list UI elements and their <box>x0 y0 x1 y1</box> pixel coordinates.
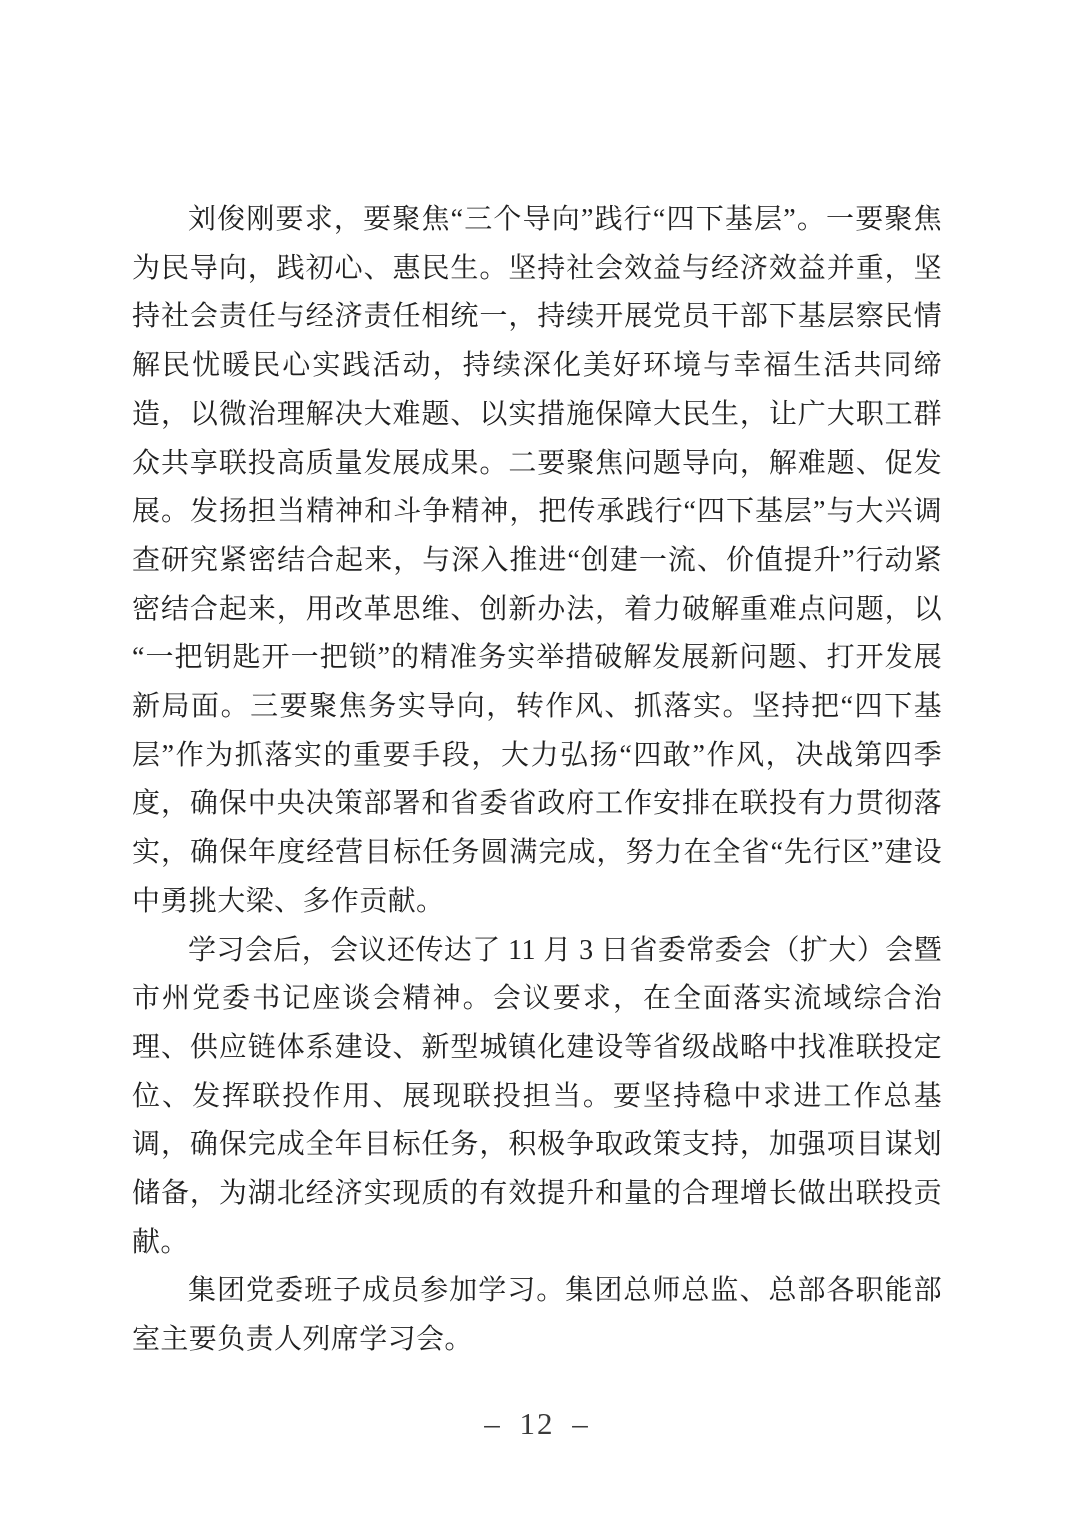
page-number: – 12 – <box>484 1406 590 1441</box>
paragraph: 集团党委班子成员参加学习。集团总师总监、总部各职能部室主要负责人列席学习会。 <box>132 1275 942 1356</box>
document-body <box>132 196 942 1365</box>
paragraph: 学习会后，会议还传达了 11 月 3 日省委常委会（扩大）会暨市州党委书记座谈会精神。会议要求，在全面落实流域综合治理、供应链体系建设、新型城镇化建设等省级战略中找准联投定位、发挥联投作用、展现联投担当。要坚持稳中求进工作总基调，确保完成全年目标任务，积极争取政策支持，加强项目谋划储备，为湖北经济实现质的有效提升和量的合理增长做出联投贡献。 <box>132 934 942 1258</box>
paragraph: 刘俊刚要求，要聚焦“三个导向”践行“四下基层”。一要聚焦为民导向，践初心、惠民生。坚持社会效益与经济效益并重，坚持社会责任与经济责任相统一，持续开展党员干部下基层察民情解民忧暖民心实践活动，持续深化美好环境与幸福生活共同缔造，以微治理解决大难题、以实措施保障大民生，让广大职工群众共享联投高质量发展成果。二要聚焦问题导向，解难题、促发展。发扬担当精神和斗争精神，把传承践行“四下基层”与大兴调查研究紧密结合起来，与深入推进“创建一流、价值提升”行动紧密结合起来，用改革思维、创新办法，着力破解重难点问题，以“一把钥匙开一把锁”的精准务实举措破解发展新问题、打开发展新局面。三要聚焦务实导向，转作风、抓落实。坚持把“四下基层”作为抓落实的重要手段，大力弘扬“四敢”作风，决战第四季度，确保中央决策部署和省委省政府工作安排在联投有力贯彻落实，确保年度经营目标任务圆满完成，努力在全省“先行区”建设中勇挑大梁、多作贡献。 <box>132 204 942 917</box>
